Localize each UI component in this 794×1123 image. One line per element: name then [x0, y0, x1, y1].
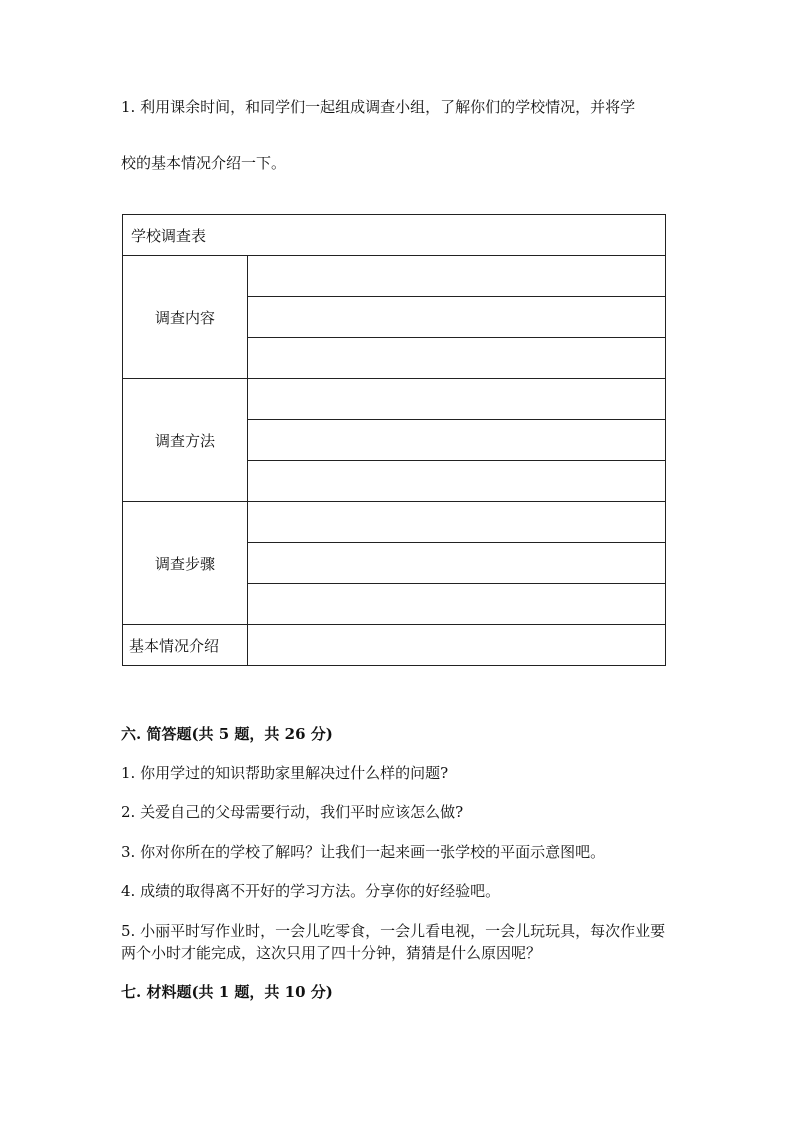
question-1-line-2: 校的基本情况介绍一下。 [121, 154, 287, 172]
survey-method-cell-3[interactable] [248, 461, 666, 502]
survey-steps-cell-2[interactable] [248, 543, 666, 584]
survey-steps-label: 调查步骤 [123, 502, 248, 625]
survey-content-cell-3[interactable] [248, 338, 666, 379]
survey-steps-cell-1[interactable] [248, 502, 666, 543]
table-row [123, 256, 666, 297]
table-row [123, 502, 666, 543]
table-row [123, 625, 666, 666]
survey-method-label: 调查方法 [123, 379, 248, 502]
survey-table-title: 学校调查表 [123, 215, 666, 256]
survey-steps-cell-3[interactable] [248, 584, 666, 625]
survey-method-cell-1[interactable] [248, 379, 666, 420]
survey-method-cell-2[interactable] [248, 420, 666, 461]
school-survey-table [122, 214, 666, 666]
section-6-heading: 六. 简答题(共 5 题，共 26 分) [121, 725, 333, 743]
question-1-line-1: 1. 利用课余时间，和同学们一起组成调查小组，了解你们的学校情况，并将学 [121, 98, 636, 116]
basic-info-cell[interactable] [248, 625, 666, 666]
survey-content-cell-1[interactable] [248, 256, 666, 297]
section-6-question-5: 5. 小丽平时写作业时，一会儿吃零食，一会儿看电视，一会儿玩玩具，每次作业要两个小时才能完成，这次只用了四十分钟，猜猜是什么原因呢？ [121, 922, 666, 962]
section-7-heading: 七. 材料题(共 1 题，共 10 分) [121, 983, 333, 1001]
basic-info-label: 基本情况介绍 [123, 625, 248, 666]
section-6-question-2: 2. 关爱自己的父母需要行动，我们平时应该怎么做? [121, 803, 464, 821]
survey-content-cell-2[interactable] [248, 297, 666, 338]
survey-content-label: 调查内容 [123, 256, 248, 379]
table-row [123, 215, 666, 256]
section-6-question-3: 3. 你对你所在的学校了解吗？让我们一起来画一张学校的平面示意图吧。 [121, 843, 606, 861]
section-6-question-4: 4. 成绩的取得离不开好的学习方法。分享你的好经验吧。 [121, 882, 501, 900]
section-6-question-1: 1. 你用学过的知识帮助家里解决过什么样的问题? [121, 764, 449, 782]
table-row [123, 379, 666, 420]
